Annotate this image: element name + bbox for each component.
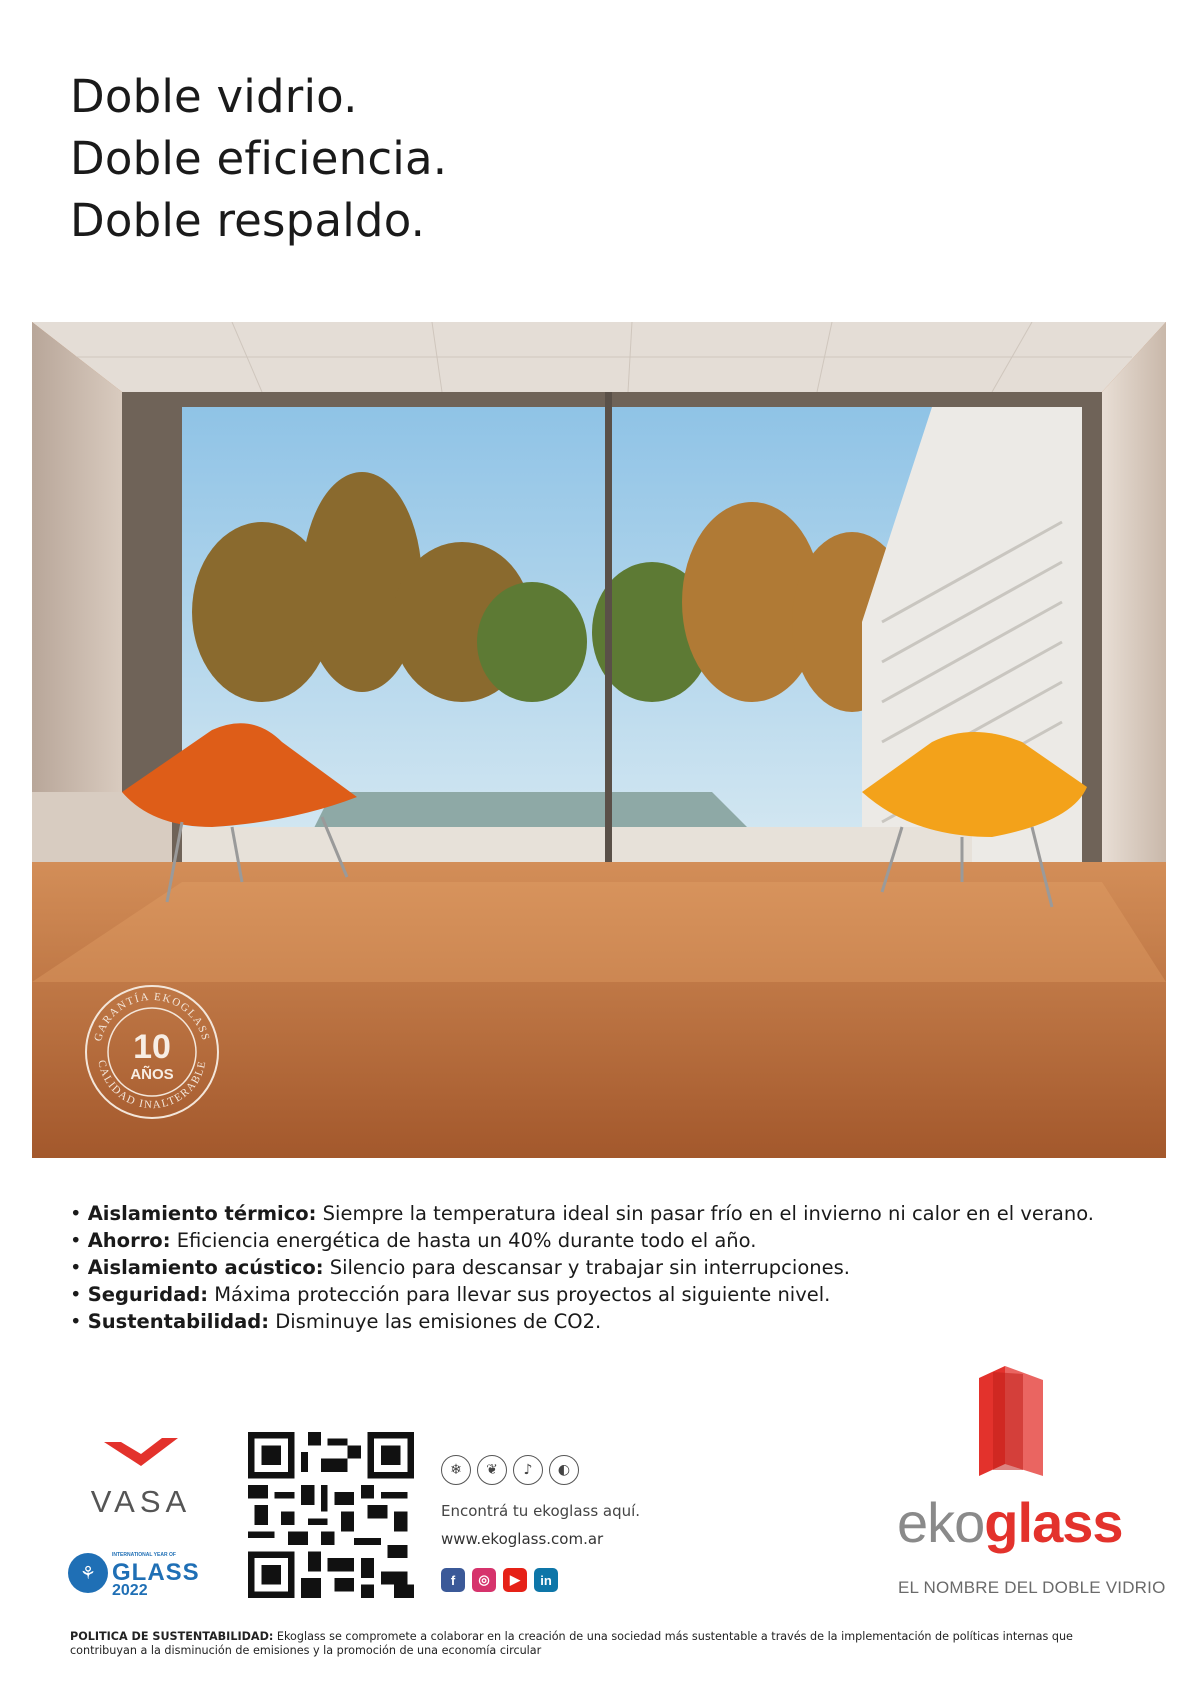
feature-item: • Aislamiento térmico: Siempre la temperatura ideal sin pasar frío en el invierno ni calor en el verano.: [70, 1202, 1094, 1225]
linkedin-icon[interactable]: in: [534, 1568, 558, 1592]
ekoglass-mark-icon: [975, 1366, 1045, 1480]
qr-code-image: [248, 1432, 414, 1598]
double-glass-icon: [975, 1366, 1045, 1476]
sustainability-policy: POLITICA DE SUSTENTABILIDAD: Ekoglass se compromete a colaborar en la creación de una sociedad más sustentable a través de la implementación de políticas internas que contribuyan a la disminución de emisiones y la promoción de una economía circular: [70, 1630, 1073, 1657]
badge-bottom-text: CALIDAD INALTERABLE: [95, 1058, 209, 1112]
vasa-logo: [66, 1436, 216, 1520]
vasa-check-icon: [66, 1436, 216, 1476]
feature-item: • Seguridad: Máxima protección para llevar sus proyectos al siguiente nivel.: [70, 1283, 831, 1306]
feature-item: • Aislamiento acústico: Silencio para descansar y trabajar sin interrupciones.: [70, 1256, 850, 1279]
badge-number: 10: [133, 1028, 171, 1066]
facebook-icon[interactable]: f: [441, 1568, 465, 1592]
headline-line-1: Doble vidrio.: [70, 70, 358, 123]
feature-item: • Ahorro: Eficiencia energética de hasta un 40% durante todo el año.: [70, 1229, 757, 1252]
iyog-glass-text: GLASS: [112, 1559, 200, 1586]
snowflake-icon: ❄: [441, 1455, 471, 1485]
sun-icon: ◐: [549, 1455, 579, 1485]
warranty-seal: [82, 982, 222, 1122]
ekoglass-wordmark: ekoglass: [897, 1491, 1123, 1554]
instagram-icon[interactable]: ◎: [472, 1568, 496, 1592]
headline: [70, 66, 447, 252]
vasa-wordmark: VASA: [90, 1484, 192, 1519]
website-link[interactable]: www.ekoglass.com.ar: [441, 1530, 604, 1548]
ekoglass-tagline: EL NOMBRE DEL DOBLE VIDRIO: [898, 1578, 1166, 1597]
youtube-icon[interactable]: ▶: [503, 1568, 527, 1592]
qr-code[interactable]: [248, 1432, 414, 1602]
iyog-year: 2022: [112, 1582, 148, 1599]
badge-unit: AÑOS: [130, 1066, 174, 1083]
globe-icon: ⚘: [68, 1553, 108, 1593]
headline-line-2: Doble eficiencia.: [70, 132, 448, 185]
badge-top-text: GARANTÍA EKOGLASS: [92, 990, 212, 1043]
feature-item: • Sustentabilidad: Disminuye las emisiones de CO2.: [70, 1310, 602, 1333]
feature-icons: [441, 1455, 579, 1485]
year-of-glass-logo: [68, 1546, 200, 1600]
iyog-small-text: INTERNATIONAL YEAR OF: [112, 1552, 176, 1558]
feature-list: [70, 1200, 1094, 1335]
sound-icon: ♪: [513, 1455, 543, 1485]
interior-photo: [32, 322, 1166, 1158]
social-links: [441, 1568, 558, 1592]
leaf-icon: ❦: [477, 1455, 507, 1485]
warranty-badge: [82, 982, 222, 1122]
find-text: Encontrá tu ekoglass aquí.: [441, 1502, 641, 1520]
headline-line-3: Doble respaldo.: [70, 194, 426, 247]
